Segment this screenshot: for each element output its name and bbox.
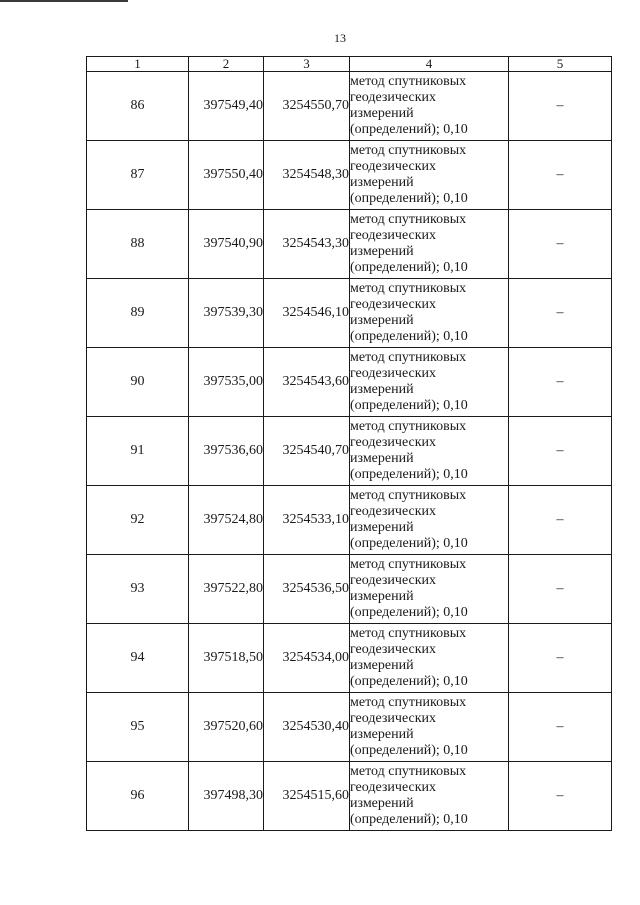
point-number-cell: 91 bbox=[87, 417, 189, 486]
method-line: измерений bbox=[350, 106, 414, 121]
point-number-cell: 93 bbox=[87, 555, 189, 624]
y-coordinate-cell: 3254530,40 bbox=[264, 693, 350, 762]
method-line: измерений bbox=[350, 796, 414, 811]
method-line: (определений); 0,10 bbox=[350, 329, 468, 344]
x-coordinate-cell: 397539,30 bbox=[189, 279, 264, 348]
x-coordinate-cell: 397520,60 bbox=[189, 693, 264, 762]
x-coordinate-cell: 397550,40 bbox=[189, 141, 264, 210]
note-cell: – bbox=[509, 417, 612, 486]
method-line: геодезических bbox=[350, 711, 437, 726]
table-row bbox=[87, 279, 612, 348]
method-line: геодезических bbox=[350, 435, 437, 450]
method-line: (определений); 0,10 bbox=[350, 536, 468, 551]
y-coordinate-cell: 3254548,30 bbox=[264, 141, 350, 210]
method-line: геодезических bbox=[350, 297, 437, 312]
method-line: измерений bbox=[350, 175, 414, 190]
method-line: геодезических bbox=[350, 780, 437, 795]
table-row bbox=[87, 693, 612, 762]
y-coordinate-cell: 3254543,60 bbox=[264, 348, 350, 417]
x-coordinate-cell: 397522,80 bbox=[189, 555, 264, 624]
method-line: геодезических bbox=[350, 159, 437, 174]
note-cell: – bbox=[509, 348, 612, 417]
x-coordinate-cell: 397498,30 bbox=[189, 762, 264, 831]
table-row bbox=[87, 486, 612, 555]
method-line: метод спутниковых bbox=[350, 557, 467, 572]
point-number-cell: 94 bbox=[87, 624, 189, 693]
coordinates-table bbox=[86, 56, 612, 831]
method-cell bbox=[350, 762, 509, 831]
y-coordinate-cell: 3254546,10 bbox=[264, 279, 350, 348]
table-body bbox=[87, 72, 612, 831]
point-number-cell: 86 bbox=[87, 72, 189, 141]
method-line: метод спутниковых bbox=[350, 488, 467, 503]
point-number-cell: 87 bbox=[87, 141, 189, 210]
x-coordinate-cell: 397524,80 bbox=[189, 486, 264, 555]
method-cell bbox=[350, 624, 509, 693]
method-line: метод спутниковых bbox=[350, 74, 467, 89]
method-cell bbox=[350, 210, 509, 279]
table-header bbox=[87, 57, 612, 72]
table-row bbox=[87, 624, 612, 693]
note-cell: – bbox=[509, 762, 612, 831]
method-line: (определений); 0,10 bbox=[350, 398, 468, 413]
method-line: (определений); 0,10 bbox=[350, 467, 468, 482]
method-line: измерений bbox=[350, 451, 414, 466]
point-number-cell: 90 bbox=[87, 348, 189, 417]
method-line: измерений bbox=[350, 589, 414, 604]
method-cell bbox=[350, 417, 509, 486]
point-number-cell: 95 bbox=[87, 693, 189, 762]
x-coordinate-cell: 397536,60 bbox=[189, 417, 264, 486]
y-coordinate-cell: 3254534,00 bbox=[264, 624, 350, 693]
table-row bbox=[87, 210, 612, 279]
x-coordinate-cell: 397535,00 bbox=[189, 348, 264, 417]
x-coordinate-cell: 397549,40 bbox=[189, 72, 264, 141]
header-col-2: 2 bbox=[189, 57, 264, 72]
method-cell bbox=[350, 693, 509, 762]
header-row bbox=[87, 57, 612, 72]
method-line: (определений); 0,10 bbox=[350, 191, 468, 206]
x-coordinate-cell: 397518,50 bbox=[189, 624, 264, 693]
table-row bbox=[87, 141, 612, 210]
method-line: (определений); 0,10 bbox=[350, 260, 468, 275]
header-col-1: 1 bbox=[87, 57, 189, 72]
method-cell bbox=[350, 486, 509, 555]
header-col-4: 4 bbox=[350, 57, 509, 72]
method-line: геодезических bbox=[350, 504, 437, 519]
method-line: измерений bbox=[350, 658, 414, 673]
method-line: метод спутниковых bbox=[350, 419, 467, 434]
method-cell bbox=[350, 141, 509, 210]
table-row bbox=[87, 555, 612, 624]
table-row bbox=[87, 762, 612, 831]
method-line: метод спутниковых bbox=[350, 281, 467, 296]
method-line: (определений); 0,10 bbox=[350, 812, 468, 827]
method-line: (определений); 0,10 bbox=[350, 605, 468, 620]
method-line: измерений bbox=[350, 244, 414, 259]
method-cell bbox=[350, 555, 509, 624]
note-cell: – bbox=[509, 141, 612, 210]
y-coordinate-cell: 3254536,50 bbox=[264, 555, 350, 624]
note-cell: – bbox=[509, 279, 612, 348]
method-line: метод спутниковых bbox=[350, 626, 467, 641]
method-line: (определений); 0,10 bbox=[350, 674, 468, 689]
method-line: измерений bbox=[350, 382, 414, 397]
note-cell: – bbox=[509, 693, 612, 762]
method-line: геодезических bbox=[350, 228, 437, 243]
method-line: метод спутниковых bbox=[350, 212, 467, 227]
point-number-cell: 92 bbox=[87, 486, 189, 555]
point-number-cell: 89 bbox=[87, 279, 189, 348]
header-col-5: 5 bbox=[509, 57, 612, 72]
table-row bbox=[87, 348, 612, 417]
method-line: (определений); 0,10 bbox=[350, 743, 468, 758]
y-coordinate-cell: 3254540,70 bbox=[264, 417, 350, 486]
page-number: 13 bbox=[334, 31, 346, 45]
point-number-cell: 88 bbox=[87, 210, 189, 279]
point-number-cell: 96 bbox=[87, 762, 189, 831]
method-line: метод спутниковых bbox=[350, 695, 467, 710]
method-line: (определений); 0,10 bbox=[350, 122, 468, 137]
y-coordinate-cell: 3254533,10 bbox=[264, 486, 350, 555]
y-coordinate-cell: 3254515,60 bbox=[264, 762, 350, 831]
method-line: геодезических bbox=[350, 90, 437, 105]
method-line: геодезических bbox=[350, 366, 437, 381]
method-cell bbox=[350, 279, 509, 348]
method-line: измерений bbox=[350, 313, 414, 328]
y-coordinate-cell: 3254550,70 bbox=[264, 72, 350, 141]
method-line: измерений bbox=[350, 520, 414, 535]
method-line: геодезических bbox=[350, 573, 437, 588]
method-cell bbox=[350, 72, 509, 141]
method-line: измерений bbox=[350, 727, 414, 742]
top-rule bbox=[0, 0, 128, 2]
table-row bbox=[87, 417, 612, 486]
method-line: геодезических bbox=[350, 642, 437, 657]
y-coordinate-cell: 3254543,30 bbox=[264, 210, 350, 279]
x-coordinate-cell: 397540,90 bbox=[189, 210, 264, 279]
note-cell: – bbox=[509, 555, 612, 624]
note-cell: – bbox=[509, 624, 612, 693]
header-col-3: 3 bbox=[264, 57, 350, 72]
method-cell bbox=[350, 348, 509, 417]
method-line: метод спутниковых bbox=[350, 143, 467, 158]
note-cell: – bbox=[509, 210, 612, 279]
note-cell: – bbox=[509, 486, 612, 555]
table-row bbox=[87, 72, 612, 141]
note-cell: – bbox=[509, 72, 612, 141]
method-line: метод спутниковых bbox=[350, 764, 467, 779]
method-line: метод спутниковых bbox=[350, 350, 467, 365]
